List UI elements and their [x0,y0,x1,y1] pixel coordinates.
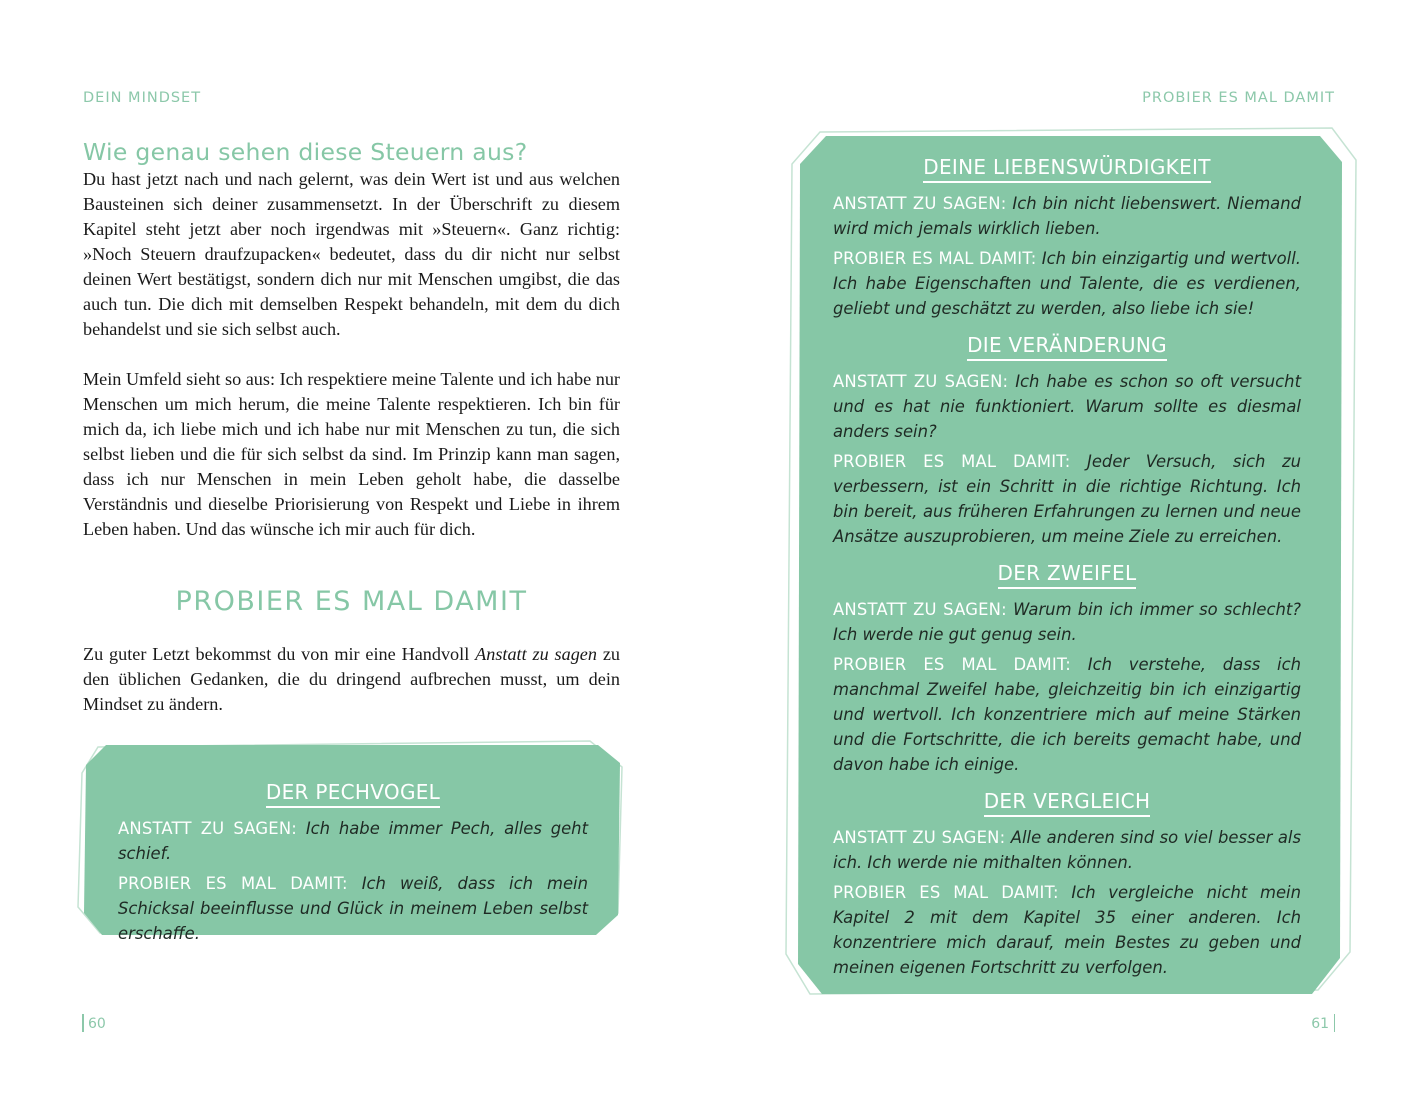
instead-text: Alle anderen sind so viel besser als ich. Ich werde nie mithalten können. [833,828,1301,872]
try-entry [833,652,1301,777]
folio-right [1311,1014,1335,1032]
tip-group-liebenswuerdigkeit [833,155,1301,321]
tip-group-zweifel [833,561,1301,777]
instead-entry [118,816,588,866]
tip-heading [118,780,588,804]
tip-heading-text: DER PECHVOGEL [266,780,440,808]
instead-label: ANSTATT ZU SAGEN: [833,600,1007,619]
section-title: PROBIER ES MAL DAMIT [175,586,528,617]
try-text: Jeder Versuch, sich zu verbessern, ist ein Schritt in die richtige Richtung. Ich bin bereit, aus früheren Erfahrungen zu lernen und neue Ansätze auszuprobieren, um meine Ziele zu erreichen. [833,452,1301,546]
instead-entry [833,825,1301,875]
folio-bar [1334,1014,1336,1032]
try-label: PROBIER ES MAL DAMIT: [833,249,1037,268]
tip-heading-text: DER ZWEIFEL [998,561,1137,589]
instead-entry [833,191,1301,241]
instead-text: Ich habe immer Pech, alles geht schief. [118,819,588,863]
try-entry [833,449,1301,549]
large-tip-box [833,155,1301,992]
instead-text: Ich bin nicht liebenswert. Niemand wird mich jemals wirklich lieben. [833,194,1302,238]
tip-group-veraenderung [833,333,1301,549]
body-paragraph-1: Du hast jetzt nach und nach gelernt, was dein Wert ist und aus welchen Bausteinen sich deiner zusammensetzt. In der Überschrift zu diesem Kapitel steht jetzt aber noch irgendwas mit »Steuern«. Ganz richtig: »Noch Steuern draufzupacken« bedeutet, dass du dir nicht nur selbst deinen Wert bestätigst, sondern dich nur mit Menschen umgibst, die das auch tun. Die dich mit demselben Respekt behandeln, mit dem du dich behandelst und sie sich selbst auch. [83,169,620,339]
tip-heading-text: DER VERGLEICH [984,789,1151,817]
paragraph-3-after: zu den üblichen Gedanken, die du dringend aufbrechen musst, um dein Mindset zu ändern. [83,644,621,714]
instead-text: Ich habe es schon so oft versucht und es hat nie funktioniert. Warum sollte es diesmal anders sein? [833,372,1301,441]
try-text: Ich vergleiche nicht mein Kapitel 2 mit dem Kapitel 35 einer anderen. Ich konzentriere mich darauf, mein Bestes zu geben und meinen eigenen Fortschritt zu verfolgen. [833,883,1301,977]
paragraph-3-italic: Anstatt zu sagen [475,644,597,664]
try-label: PROBIER ES MAL DAMIT: [833,883,1059,902]
try-text: Ich bin einzigartig und wertvoll. Ich habe Eigenschaften und Talente, die es verdienen, geliebt und geschätzt zu werden, also liebe ich sie! [833,249,1301,318]
try-label: PROBIER ES MAL DAMIT: [833,452,1071,471]
folio-left [82,1014,106,1032]
tip-heading-text: DEINE LIEBENSWÜRDIGKEIT [923,155,1210,183]
folio-bar [82,1014,84,1032]
tip-heading [833,561,1301,585]
body-paragraph-2: Mein Umfeld sieht so aus: Ich respektiere meine Talente und ich habe nur Menschen um mich herum, die meine Talente respektieren. Ich bin für mich da, ich liebe mich und ich habe nur mit Menschen zu tun, die sich selbst lieben und die für sich selbst da sind. Im Prinzip kann man sagen, dass ich nur Menschen in mein Leben geholt habe, die dasselbe Verständnis und dieselbe Priorisierung von Respekt und Liebe in ihrem Leben haben. Und das wünsche ich mir auch für dich. [83,369,620,539]
tip-heading [833,789,1301,813]
try-entry [833,880,1301,980]
body-paragraph-3 [83,642,620,717]
paragraph-3-before: Zu guter Letzt bekommst du von mir eine Handvoll [83,644,476,664]
running-head: PROBIER ES MAL DAMIT [1142,90,1335,106]
try-entry [118,871,588,946]
tip-heading [833,333,1301,357]
instead-text: Warum bin ich immer so schlecht? Ich werde nie gut genug sein. [833,600,1301,644]
running-head: DEIN MINDSET [83,90,202,106]
try-label: PROBIER ES MAL DAMIT: [833,655,1071,674]
tip-heading-text: DIE VERÄNDERUNG [967,333,1167,361]
try-text: Ich weiß, dass ich mein Schicksal beeinflusse und Glück in meinem Leben selbst erschaffe. [118,874,588,943]
instead-label: ANSTATT ZU SAGEN: [833,194,1007,213]
tip-group-vergleich [833,789,1301,980]
instead-label: ANSTATT ZU SAGEN: [833,828,1006,847]
try-label: PROBIER ES MAL DAMIT: [118,874,348,893]
instead-entry [833,369,1301,444]
instead-entry [833,597,1301,647]
small-tip-box [118,780,588,951]
tip-heading [833,155,1301,179]
subhead: Wie genau sehen diese Steuern aus? [83,138,528,166]
instead-label: ANSTATT ZU SAGEN: [833,372,1009,391]
instead-label: ANSTATT ZU SAGEN: [118,819,298,838]
page-number: 61 [1311,1016,1330,1032]
try-entry [833,246,1301,321]
try-text: Ich verstehe, dass ich manchmal Zweifel habe, gleichzeitig bin ich einzigartig und wertvoll. Ich konzentriere mich auf meine Stärken und die Fortschritte, die ich bereits gemacht habe, und davon habe ich einige. [833,655,1302,774]
page-number: 60 [87,1016,106,1032]
